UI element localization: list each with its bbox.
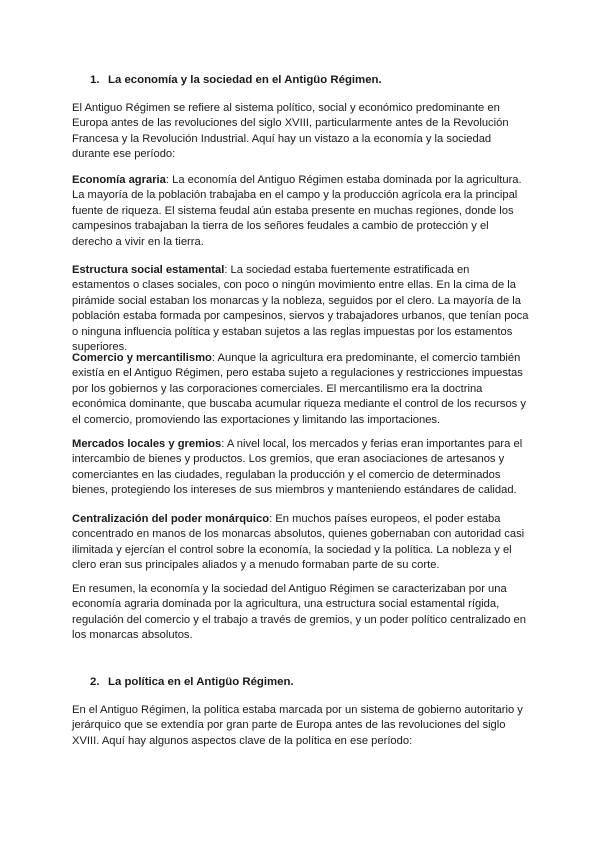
topic-paragraph	[72, 437, 530, 499]
topic-text: : En muchos países europeos, el poder estaba concentrado en manos de los monarcas absolutos, quienes gobernaban con autoridad casi ilimitada y ejercían el control sobre la economía, la sociedad y la política. La nobleza y el clero eran sus principales aliados y a menudo formaban parte de su corte.	[72, 513, 525, 572]
topic-term: Estructura social estamental	[72, 264, 225, 276]
section-2-intro: En el Antiguo Régimen, la política estaba marcada por un sistema de gobierno autoritario y jerárquico que se extendía por gran parte de Europa antes de las revoluciones del siglo XVIII. Aquí hay algunos aspectos clave de la política en ese período:	[72, 704, 523, 747]
topic-term: Economía agraria	[72, 174, 166, 186]
topic-term: Comercio y mercantilismo	[72, 352, 212, 364]
topic-term: Centralización del poder monárquico	[72, 513, 270, 525]
topic-paragraph	[72, 263, 530, 355]
section-1-title: La economía y la sociedad en el Antigüo Régimen.	[108, 74, 382, 86]
section-2-number: 2.	[90, 676, 100, 688]
topic-paragraph	[72, 173, 530, 250]
section-2-title: La política en el Antigüo Régimen.	[108, 676, 294, 688]
section-2-heading	[90, 675, 294, 690]
section-1-number: 1.	[90, 74, 100, 86]
section-1-heading	[90, 73, 382, 88]
topic-text: : La sociedad estaba fuertemente estratificada en estamentos o clases sociales, con poco o ningún movimiento entre ellas. En la cima de la pirámide social estaban los monarcas y la nobleza, seguidos por el clero. La mayoría de la población estaba formada por campesinos, siervos y trabajadores urbanos, que tenían poca o ninguna influencia política y estaban sujetos a las reglas impuestas por los estamentos superiores.	[72, 264, 529, 354]
topic-text: : La economía del Antiguo Régimen estaba dominada por la agricultura. La mayoría de la población trabajaba en el campo y la producción agrícola era la principal fuente de riqueza. El sistema feudal aún estaba presente en muchas regiones, donde los campesinos trabajaban la tierra de los señores feudales a cambio de protección y el derecho a vivir en la tierra.	[72, 174, 522, 248]
section-1-summary: En resumen, la economía y la sociedad del Antiguo Régimen se caracterizaban por una economía agraria dominada por la agricultura, una estructura social estamental rígida, regulación del comercio y el trabajo a través de gremios, y un poder político centralizado en los monarcas absolutos.	[72, 583, 526, 642]
topic-text: : Aunque la agricultura era predominante, el comercio también existía en el Antiguo Régimen, pero estaba sujeto a regulaciones y restricciones impuestas por los gobiernos y las corporaciones comerciales. El mercantilismo era la doctrina económica dominante, que buscaba acumular riqueza mediante el control de los recursos y el comercio, promoviendo las exportaciones y limitando las importaciones.	[72, 352, 526, 426]
topic-paragraph	[72, 351, 530, 428]
topic-term: Mercados locales y gremios	[72, 438, 222, 450]
topic-text: : A nivel local, los mercados y ferias eran importantes para el intercambio de bienes y productos. Los gremios, que eran asociaciones de artesanos y comerciantes en las ciudades, regulaban la producción y el comercio de determinados bienes, protegiendo los intereses de sus miembros y manteniendo estándares de calidad.	[72, 438, 523, 497]
topic-paragraph	[72, 512, 530, 574]
section-1-intro: El Antiguo Régimen se refiere al sistema político, social y económico predominante en Europa antes de las revoluciones del siglo XVIII, particularmente antes de la Revolución Francesa y la Revolución Industrial. Aquí hay un vistazo a la economía y la sociedad durante ese período:	[72, 102, 509, 161]
